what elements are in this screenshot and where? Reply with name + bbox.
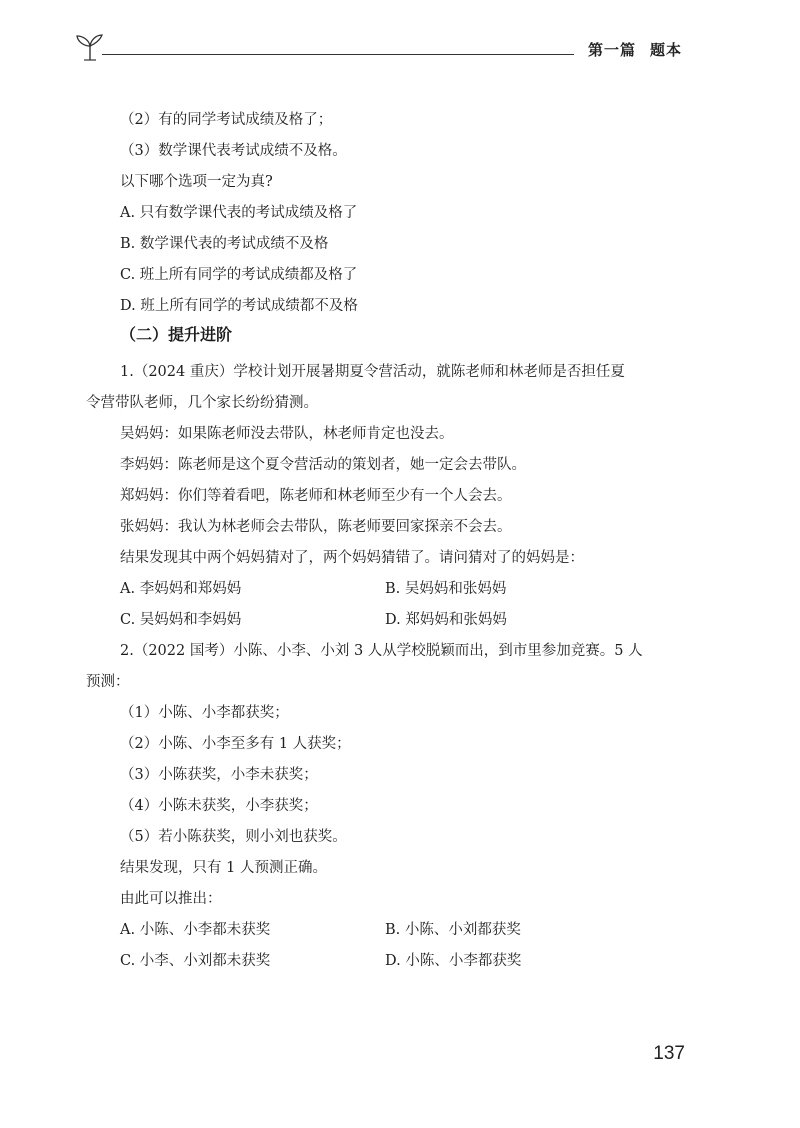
q1-option-c: C. 吴妈妈和李妈妈 xyxy=(120,612,242,628)
q1-option-b: B. 吴妈妈和张妈妈 xyxy=(385,581,507,597)
header-rule xyxy=(102,54,574,55)
page-number: 137 xyxy=(653,1043,685,1064)
q2-prediction-2: （2）小陈、小李至多有 1 人获奖； xyxy=(120,736,351,752)
premise-3: （3）数学课代表考试成绩不及格。 xyxy=(120,143,347,159)
q1-stem-line2: 令营带队老师，几个家长纷纷猜测。 xyxy=(86,395,318,411)
q2-question: 由此可以推出： xyxy=(120,891,222,907)
page-header xyxy=(72,26,692,66)
part-label: 第一篇 xyxy=(587,41,636,59)
q2-option-d: D. 小陈、小李都获奖 xyxy=(385,953,522,969)
q2-option-a: A. 小陈、小李都未获奖 xyxy=(120,922,271,938)
q2-stem-line2: 预测： xyxy=(86,674,130,690)
q2-stem-line1: 2.（2022 国考）小陈、小李、小刘 3 人从学校脱颖而出，到市里参加竞赛。5 人 xyxy=(120,643,643,659)
q1-statement-zhang: 张妈妈：我认为林老师会去带队，陈老师要回家探亲不会去。 xyxy=(120,519,512,535)
prev-question: 以下哪个选项一定为真? xyxy=(120,174,273,190)
section-heading: （二）提升进阶 xyxy=(120,325,233,344)
q2-option-b: B. 小陈、小刘都获奖 xyxy=(385,922,521,938)
q2-prediction-4: （4）小陈未获奖，小李获奖； xyxy=(120,798,318,814)
q1-statement-wu: 吴妈妈：如果陈老师没去带队，林老师肯定也没去。 xyxy=(120,426,454,442)
prev-option-b: B. 数学课代表的考试成绩不及格 xyxy=(120,236,329,252)
sprout-icon xyxy=(72,32,108,62)
prev-option-d: D. 班上所有同学的考试成绩都不及格 xyxy=(120,298,358,314)
q1-stem-line1: 1.（2024 重庆）学校计划开展暑期夏令营活动，就陈老师和林老师是否担任夏 xyxy=(120,364,625,380)
q2-prediction-1: （1）小陈、小李都获奖； xyxy=(120,705,289,721)
prev-option-a: A. 只有数学课代表的考试成绩及格了 xyxy=(120,205,358,221)
prev-option-c: C. 班上所有同学的考试成绩都及格了 xyxy=(120,267,358,283)
q2-prediction-5: （5）若小陈获奖，则小刘也获奖。 xyxy=(120,829,347,845)
q2-option-c: C. 小李、小刘都未获奖 xyxy=(120,953,271,969)
q2-prediction-3: （3）小陈获奖，小李未获奖； xyxy=(120,767,318,783)
q1-statement-zheng: 郑妈妈：你们等着看吧，陈老师和林老师至少有一个人会去。 xyxy=(120,488,512,504)
q1-question: 结果发现其中两个妈妈猜对了，两个妈妈猜错了。请问猜对了的妈妈是： xyxy=(120,550,584,566)
q1-option-d: D. 郑妈妈和张妈妈 xyxy=(385,612,507,628)
book-label: 题本 xyxy=(649,41,682,59)
premise-2: （2）有的同学考试成绩及格了； xyxy=(120,112,333,128)
header-title xyxy=(588,39,682,60)
q1-option-a: A. 李妈妈和郑妈妈 xyxy=(120,581,242,597)
q2-result: 结果发现，只有 1 人预测正确。 xyxy=(120,860,327,876)
q1-statement-li: 李妈妈：陈老师是这个夏令营活动的策划者，她一定会去带队。 xyxy=(120,457,526,473)
